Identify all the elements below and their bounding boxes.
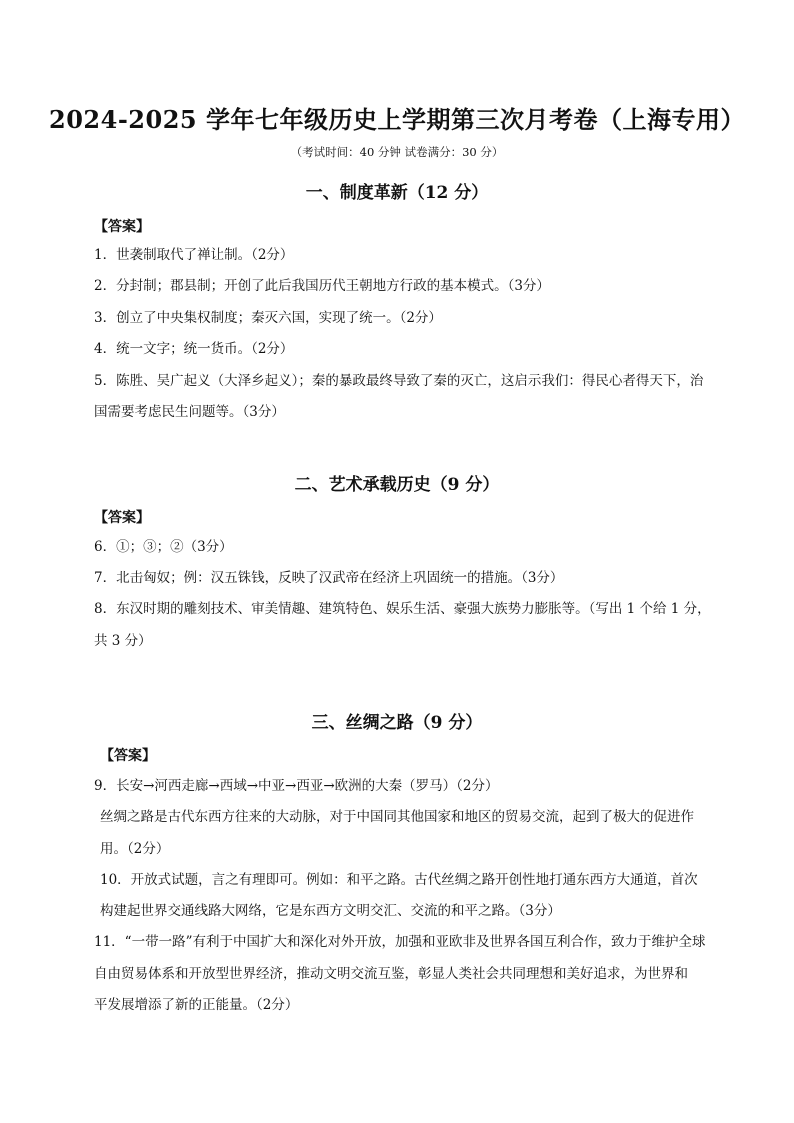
answer-label: 【答案】 <box>94 510 150 526</box>
answer-line: 平发展增添了新的正能量。（2分） <box>94 997 299 1013</box>
answer-label: 【答案】 <box>100 748 156 764</box>
answer-line: 构建起世界交通线路大网络，它是东西方文明交汇、交流的和平之路。（3分） <box>100 903 561 919</box>
exam-info: （考试时间：40 分钟 试卷满分：30 分） <box>290 145 504 159</box>
section-heading: 三、丝绸之路（9 分） <box>311 713 483 733</box>
answer-line: 共 3 分） <box>94 633 152 649</box>
answer-label: 【答案】 <box>94 219 150 235</box>
answer-line: 7．北击匈奴；例：汉五铢钱，反映了汉武帝在经济上巩固统一的措施。（3分） <box>94 570 564 586</box>
section-heading: 二、艺术承载历史（9 分） <box>294 475 500 495</box>
page-title: 2024-2025 学年七年级历史上学期第三次月考卷（上海专用） <box>49 105 745 134</box>
answer-line: 6．①；③；②（3分） <box>94 539 233 555</box>
answer-line: 2．分封制；郡县制；开创了此后我国历代王朝地方行政的基本模式。（3分） <box>94 278 550 294</box>
answer-line: 用。（2分） <box>100 841 170 857</box>
answer-line: 9．长安→河西走廊→西域→中亚→西亚→欧洲的大秦（罗马）（2分） <box>94 778 499 794</box>
answer-line: 1．世袭制取代了禅让制。（2分） <box>94 247 294 263</box>
answer-line: 3．创立了中央集权制度；秦灭六国，实现了统一。（2分） <box>94 310 442 326</box>
answer-line: 自由贸易体系和开放型世界经济，推动文明交流互鉴，彰显人类社会共同理想和美好追求，为世界和 <box>94 966 688 982</box>
answer-line: 11．“一带一路”有利于中国扩大和深化对外开放，加强和亚欧非及世界各国互利合作，致力于维护全球 <box>94 934 706 950</box>
section-heading: 一、制度革新（12 分） <box>305 183 489 203</box>
answer-line: 国需要考虑民生问题等。（3分） <box>94 404 285 420</box>
answer-line: 5．陈胜、吴广起义（大泽乡起义）；秦的暴政最终导致了秦的灭亡，这启示我们：得民心者得天下，治 <box>94 373 704 389</box>
answer-line: 8．东汉时期的雕刻技术、审美情趣、建筑特色、娱乐生活、豪强大族势力膨胀等。（写出 1 个给 1 分， <box>94 601 711 617</box>
answer-line: 丝绸之路是古代东西方往来的大动脉，对于中国同其他国家和地区的贸易交流，起到了极大的促进作 <box>100 809 694 825</box>
answer-line: 10．开放式试题，言之有理即可。例如：和平之路。古代丝绸之路开创性地打通东西方大通道，首次 <box>100 872 698 888</box>
answer-line: 4．统一文字；统一货币。（2分） <box>94 341 294 357</box>
